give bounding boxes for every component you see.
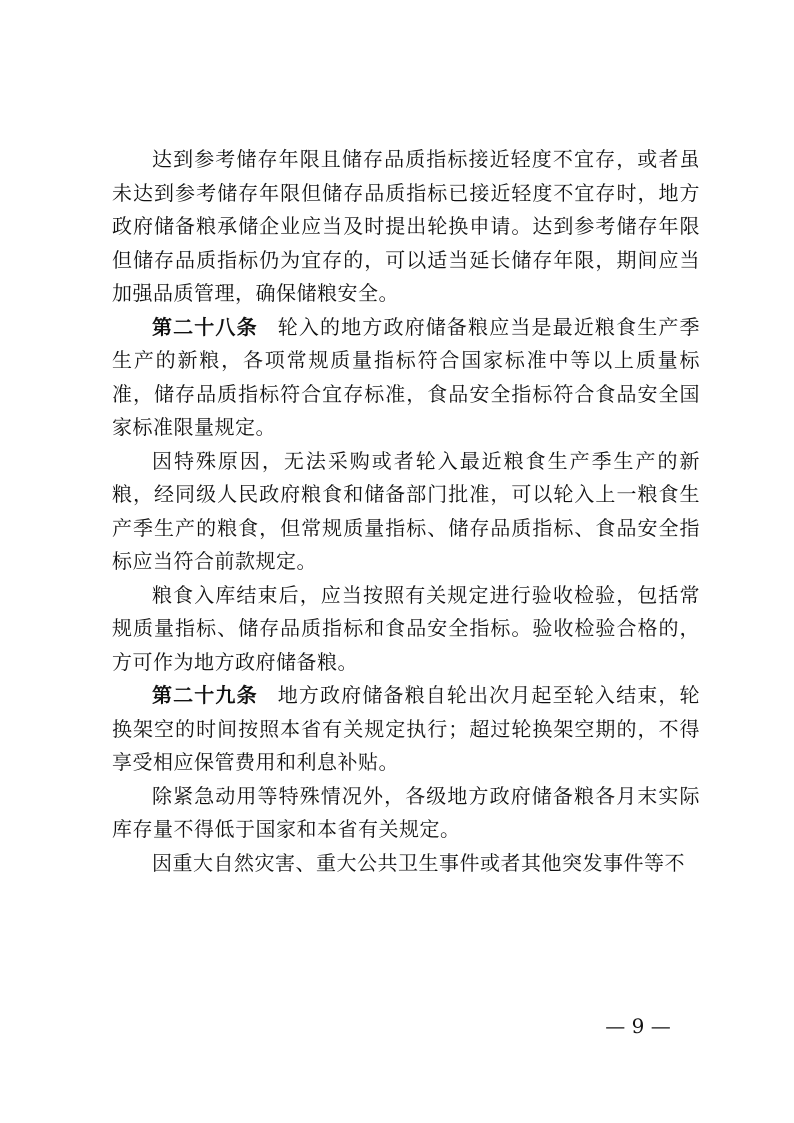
paragraph-6 <box>112 780 700 847</box>
paragraph-article-29 <box>112 679 700 780</box>
paragraph-1 <box>112 143 700 311</box>
paragraph-3 <box>112 445 700 579</box>
article-28-heading: 第二十八条 <box>152 314 258 339</box>
paragraph-7-text: 因重大自然灾害、重大公共卫生事件或者其他突发事件等不 <box>152 850 685 875</box>
paragraph-1-text: 达到参考储存年限且储存品质指标接近轻度不宜存，或者虽未达到参考储存年限但储存品质指标已接近轻度不宜存时，地方政府储备粮承储企业应当及时提出轮换申请。达到参考储存年限但储存品质指标仍为宜存的，可以适当延长储存年限，期间应当加强品质管理，确保储粮安全。 <box>112 147 700 305</box>
paragraph-article-28 <box>112 311 700 445</box>
paragraph-6-text: 除紧急动用等特殊情况外，各级地方政府储备粮各月末实际库存量不得低于国家和本省有关规定。 <box>112 783 700 841</box>
page-number: — 9 — <box>605 1014 671 1038</box>
document-body <box>112 143 700 880</box>
article-29-heading: 第二十九条 <box>152 683 258 707</box>
paragraph-4-text: 粮食入库结束后，应当按照有关规定进行验收检验，包括常规质量指标、储存品质指标和食品安全指标。验收检验合格的，方可作为地方政府储备粮。 <box>112 582 700 674</box>
paragraph-3-text: 因特殊原因，无法采购或者轮入最近粮食生产季生产的新粮，经同级人民政府粮食和储备部门批准，可以轮入上一粮食生产季生产的粮食，但常规质量指标、储存品质指标、食品安全指标应当符合前款规定。 <box>112 448 700 573</box>
article-29-text: 地方政府储备粮自轮出次月起至轮入结束，轮换架空的时间按照本省有关规定执行；超过轮换架空期的，不得享受相应保管费用和利息补贴。 <box>112 683 701 774</box>
paragraph-4 <box>112 579 700 680</box>
article-28-text: 轮入的地方政府储备粮应当是最近粮食生产季生产的新粮，各项常规质量指标符合国家标准中等以上质量标准，储存品质指标符合宜存标准，食品安全指标符合食品安全国家标准限量规定。 <box>112 314 701 439</box>
paragraph-7 <box>112 847 700 881</box>
